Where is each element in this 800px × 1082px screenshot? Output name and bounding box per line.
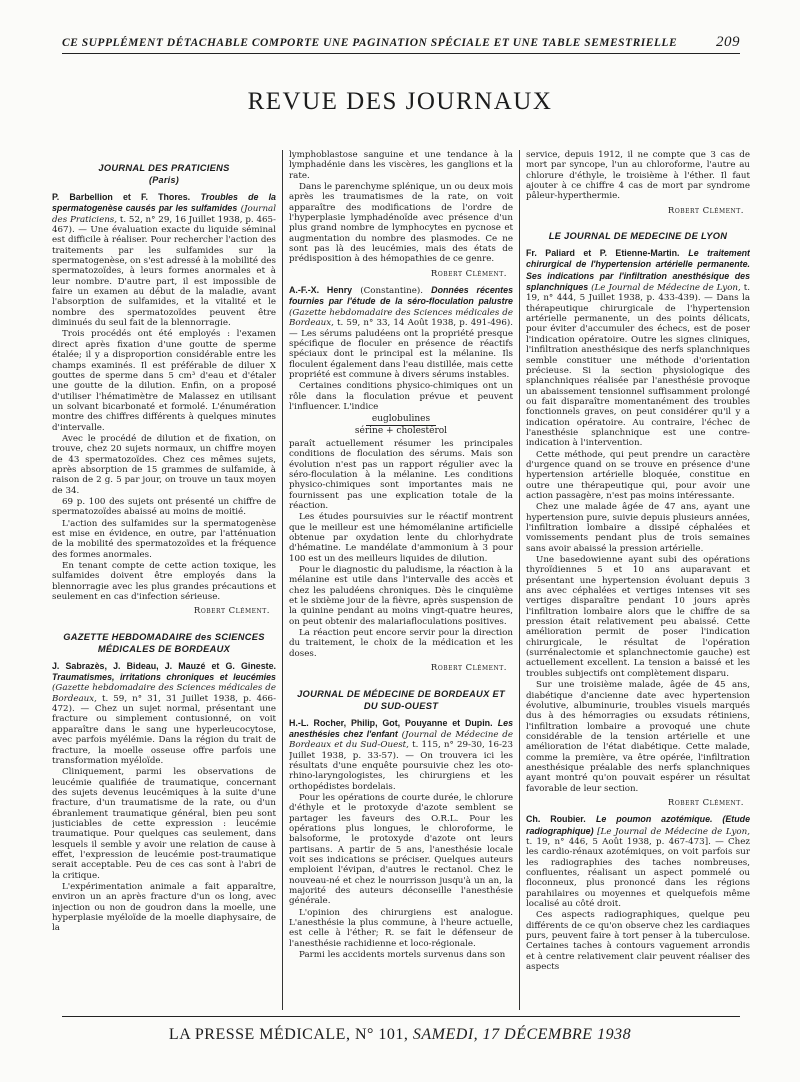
formula-numerator: euglobulines: [366, 414, 436, 425]
column-divider: [282, 150, 283, 1010]
paragraph: Trois procédés ont été employés : l'examen direct après fixation d'une goutte de sperme étalée; il y a disproportion considérable entre les champs examinés. Il est préférable de diluer X gouttes de sperme dans 5 cm³ d'eau et d'étaler une goutte de la dilution. Enfin, on a proposé d'utiliser l'hématimètre de Malassez en utilisant un solvant bicarbonaté et formolé. L'énumération montre des chiffres différents à quelques minutes d'intervalle.: [52, 329, 276, 433]
section-heading: JOURNAL DE MÉDECINE DE BORDEAUX ET DU SUD-OUEST: [297, 688, 505, 711]
page-footer: [0, 1026, 800, 1044]
footer-rule: [62, 1016, 740, 1017]
article-reference: J. Sabrazès, J. Bideau, J. Mauzé et G. Gineste. Traumatismes, irritations chroniques et leucémies (Gazette hebdomadaire des Sciences médicales de Bordeaux, t. 59, n° 31, 31 Juillet 1938, p. 466-472). — Chez un sujet normal, présentant une fracture ou simplement contusionné, on voit apparaître dans le sang une hyperleucocytose, avec parfois myélémie. Dans la région du trait de fracture, la moelle osseuse offre parfois une transformation myéloïde.: [52, 660, 276, 766]
signature: Robert Clément.: [667, 205, 744, 216]
paragraph: Une basedowienne ayant subi des opérations thyroïdiennes 5 et 10 ans auparavant et présentant une hypertension évoluant depuis 3 ans avec céphalées et vertiges intenses vit ses vertiges disparaître pendant 10 jours après l'infiltration lombaire alors que le chiffre de sa pression était relativement peu abaissé. Cette amélioration permit de poser l'indication chirurgicale, le résultat de l'opération (surrénalectomie et splanchnectomie gauche) est actuellement excellent. La tension a baissé et les troubles subjectifs ont complètement disparu.: [526, 555, 750, 679]
header-rule: [62, 53, 740, 54]
column-divider: [519, 150, 520, 1010]
paragraph: 69 p. 100 des sujets ont présenté un chiffre de spermatozoïdes abaissé au moins de moitié.: [52, 496, 276, 518]
paragraph: Pour les opérations de courte durée, le chlorure d'éthyle et le protoxyde d'azote semblent se partager les faveurs des O.R.L. Pour les opérations plus longues, le chloroforme, le balsoforme, le protoxyde d'azote ont leurs partisans. A partir de 5 ans, l'anesthésie locale voit ses indications se préciser. Quelques auteurs emploient l'évipan, d'autres le rectanol. Chez le nouveau-né et chez le nourrisson jusqu'à un an, la majorité des auteurs déconseille l'anesthésie générale.: [289, 792, 513, 907]
signature: Robert Clément.: [430, 268, 507, 279]
paragraph: L'expérimentation animale a fait apparaître, environ un an après fracture d'un os long, avec injection ou non de goudron dans la moelle, une hyperplasie myéloïde de la moelle diaphysaire, de la: [52, 881, 276, 934]
signature: Robert Clément.: [667, 797, 744, 808]
paragraph: Cette méthode, qui peut prendre un caractère d'urgence quand on se trouve en présence d'une hypertension artérielle bloquée, constitue en outre une thérapeutique qui, pour avoir une action passagère, n'est pas moins intéressante.: [526, 449, 750, 501]
paragraph: Les études poursuivies sur le réactif montrent que le meilleur est une hémomélanine artificielle obtenue par oxydation lente du chlorhydrate d'hématine. Le mandélate d'ammonium à 3 pour 100 est un des meilleurs liquides de dilution.: [289, 512, 513, 564]
paragraph: Cliniquement, parmi les observations de leucémie qualifiée de traumatique, concernant des sujets devenus leucémiques à la suite d'une fracture, d'un traumatisme de la rate, ou d'un ébranlement traumatique général, bien peu sont justiciables de cette expression : leucémie traumatique. Pour quelques cas seulement, dans lesquels il semble y avoir une relation de cause à effet, l'expression de leucémie post-traumatique serait acceptable. Peu de ces cas sont à l'abri de la critique.: [52, 767, 276, 881]
paragraph: Certaines conditions physico-chimiques ont un rôle dans la floculation prévue et peuvent l'influencer. L'indice: [289, 381, 513, 412]
supplement-notice: CE SUPPLÉMENT DÉTACHABLE COMPORTE UNE PAGINATION SPÉCIALE ET UNE TABLE SEMESTRIELLE: [62, 37, 678, 49]
paragraph: Pour le diagnostic du paludisme, la réaction à la mélanine est utile dans l'intervalle des accès et chez les paludéens chroniques. Dès le cinquième et le sixième jour de la fièvre, après suspension de la quinine pendant au moins vingt-quatre heures, on peut obtenir des malariafloculations positives.: [289, 565, 513, 627]
paragraph: Sur une troisième malade, âgée de 45 ans, diabétique d'ancienne date avec hypertension évolutive, albuminurie, troubles visuels marqués dus à des hémorragies ou exsudats rétiniens, l'infiltration lombaire a provoqué une chute considérable de la tension artérielle et une amélioration de l'état diabétique. Cette malade, comme la première, va être opérée, l'infiltration anesthésique préalable des nerfs splanchniques ayant montré qu'on pouvait espérer un résultat favorable de leur section.: [526, 680, 750, 794]
section-heading: LE JOURNAL DE MEDECINE DE LYON: [548, 231, 728, 242]
paragraph: paraît actuellement résumer les principales conditions de floculation des sérums. Mais son évolution n'est pas un rapport régulier avec la séro-floculation à la mélanine. Les conditions physico-chimiques sont importantes mais ne fournissent pas une explication totale de la réaction.: [289, 438, 513, 511]
paragraph: La réaction peut encore servir pour la direction du traitement, le choix de la médication et les doses.: [289, 628, 513, 659]
page-number: 209: [716, 34, 740, 50]
article-reference: P. Barbellion et F. Thores. Troubles de la spermatogenèse causés par les sulfamides (Journal des Praticiens, t. 52, n° 29, 16 Juillet 1938, p. 465-467). — Une évaluation exacte du liquide séminal est difficile à réaliser. Pour rechercher l'action des traitements par les sulfamides sur la spermatogenèse, on s'est adressé à la mobilité des spermatozoïdes, à leurs formes anormales et à leur nombre. D'autre part, il est impossible de faire un examen au début de la maladie, avant l'absorption de sulfamides, et la vitalité et le nombre des spermatozoïdes peuvent être diminués du seul fait de la blennorragie.: [52, 192, 276, 329]
section-heading: GAZETTE HEBDOMADAIRE des SCIENCES MÉDICALES DE BORDEAUX: [63, 631, 265, 654]
header-banner: [62, 34, 740, 51]
article-reference: A.-F.-X. Henry (Constantine). Données récentes fournies par l'étude de la séro-floculation palustre (Gazette hebdomadaire des Sciences médicales de Bordeaux, t. 59, n° 33, 14 Août 1938, p. 491-496). — Les sérums paludéens ont la propriété presque spécifique de floculer en présence de réactifs spéciaux dont le principal est la mélanine. Ils floculent également dans l'eau distillée, mais cette propriété est commune à divers sérums instables.: [289, 285, 513, 380]
formula-denominator: sérine + cholestérol: [354, 425, 448, 436]
page-title: REVUE DES JOURNAUX: [247, 88, 553, 115]
paragraph: L'action des sulfamides sur la spermatogenèse est mise en évidence, en outre, par l'atténuation de la mobilité des spermatozoïdes et la fréquence des formes anormales.: [52, 518, 276, 560]
formula: [289, 414, 513, 436]
paragraph: Dans le parenchyme splénique, un ou deux mois après les traumatismes de la rate, on voit apparaître des modifications de l'ordre de l'hyperplasie lymphadénoïde avec présence d'un plus grand nombre de lymphocytes en pycnose et augmentation du nombre des plasmodes. Ce ne sont pas là des leucémies, mais des états de prédisposition à des hémopathies de ce genre.: [289, 182, 513, 265]
column-1: [52, 150, 276, 1010]
article-reference: Ch. Roubier. Le poumon azotémique. (Etude radiographique) [Le Journal de Médecine de Lyon, t. 19, n° 446, 5 Août 1938, p. 467-473]. — Chez les cardio-rénaux azotémiques, on voit parfois sur les radiographies des taches nombreuses, confluentes, réalisant un aspect pommelé ou floconneux, plus prononcé dans les régions parahilaires ou moyennes et quelquefois même localisé au côté droit.: [526, 814, 750, 910]
paragraph: lymphoblastose sanguine et une tendance à la lymphadénie dans les viscères, les ganglions et la rate.: [289, 150, 513, 181]
paragraph: Parmi les accidents mortels survenus dans son: [299, 950, 506, 961]
section-heading: JOURNAL DES PRATICIENS (Paris): [98, 163, 230, 185]
footer-journal: LA PRESSE MÉDICALE, N° 101,: [168, 1026, 409, 1043]
paragraph: Ces aspects radiographiques, quelque peu différents de ce qu'on observe chez les cardiaques purs, peuvent faire à tort penser à la tuberculose. Certaines taches à contours vaguement arrondis et à centre relativement clair peuvent réaliser des aspects: [526, 910, 750, 973]
article-reference: Fr. Paliard et P. Etienne-Martin. Le traitement chirurgical de l'hypertension artérielle permanente. Ses indications par l'infiltration anesthésique des splanchniques (Le Journal de Médecine de Lyon, t. 19, n° 444, 5 Juillet 1938, p. 433-439). — Dans la thérapeutique chirurgicale de l'hypertension artérielle permanente, un des points délicats, pour éviter d'accumuler des échecs, est de poser l'indication opératoire. Outre les signes cliniques, l'infiltration anesthésique des nerfs splanchniques semble constituer une méthode d'orientation précieuse. Si la section physiologique des splanchniques réalisée par l'anesthésie provoque un abaissement tensionnel suffisamment prolongé ou fait disparaître momentanément des troubles fonctionnels graves, on peut considérer qu'il y a indication opératoire. Au contraire, l'échec de l'anesthésie splanchnique est une contre-indication à l'intervention.: [526, 248, 750, 449]
footer-date: SAMEDI, 17 DÉCEMBRE 1938: [412, 1026, 632, 1043]
article-reference: H.-L. Rocher, Philip, Got, Pouyanne et Dupin. Les anesthésies chez l'enfant (Journal de Médecine de Bordeaux et du Sud-Ouest, t. 115, n° 29-30, 16-23 Juillet 1938, p. 33-57). — On trouvera ici les résultats d'une enquête poursuivie chez les oto-rhino-laryngologistes, les chirurgiens et les orthopédistes bordelais.: [289, 717, 513, 792]
signature: Robert Clément.: [430, 663, 507, 674]
paragraph: service, depuis 1912, il ne compte que 3 cas de mort par syncope, l'un au chloroforme, l'autre au chlorure d'éthyle, le troisième à l'éther. Il faut ajouter à ce chiffre 4 cas de mort par syndrome pâleur-hyperthermie.: [526, 150, 750, 202]
paragraph: En tenant compte de cette action toxique, les sulfamides doivent être employés dans la blennorragie avec les plus grandes précautions et seulement en cas d'infection sérieuse.: [52, 561, 276, 603]
column-2: [289, 150, 513, 1010]
signature: Robert Clément.: [193, 606, 270, 617]
paragraph: L'opinion des chirurgiens est analogue. L'anesthésie la plus commune, à l'heure actuelle, est celle à l'éther; R. se fait le défenseur de l'anesthésie rachidienne et loco-régionale.: [289, 907, 513, 949]
paragraph: Chez une malade âgée de 47 ans, ayant une hypertension pure, suivie depuis plusieurs années, l'infiltration lombaire a dissipé céphalées et vomissements pendant plus de trois semaines sans avoir abaissé la pression artérielle.: [526, 502, 750, 554]
column-3: [526, 150, 750, 1010]
paragraph: Avec le procédé de dilution et de fixation, on trouve, chez 20 sujets normaux, un chiffre moyen de 43 spermatozoïdes. Chez ces mêmes sujets, après absorption de 15 grammes de sulfamide, à raison de 2 g. 5 par jour, on trouve un taux moyen de 34.: [52, 433, 276, 496]
